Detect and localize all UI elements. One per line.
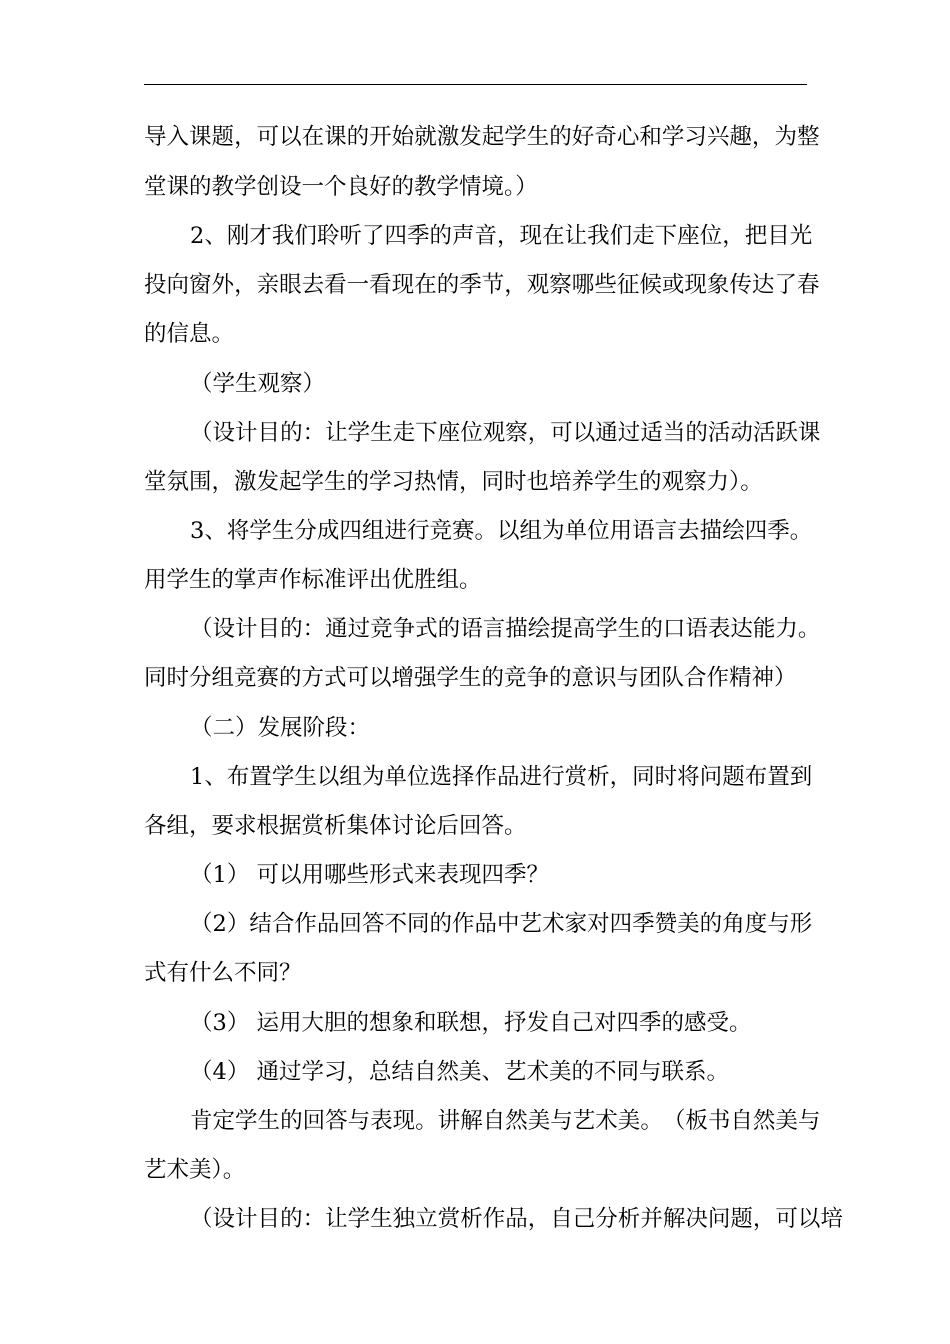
paragraph-line-22: 艺术美）。 bbox=[144, 1157, 246, 1183]
question-1: （1） 可以用哪些形式来表现四季？ bbox=[190, 862, 549, 888]
paragraph-line-2: 堂课的教学创设一个良好的教学情境。） bbox=[144, 174, 538, 200]
paragraph-line-14: 1 、 布 置 学 生 以 组 为 单 位 选 择 作 品 进 行 赏 析 ， 同 时 将 问 题 布 置 到 bbox=[190, 764, 813, 790]
paragraph-line-6: （学生观察） bbox=[190, 371, 326, 397]
paragraph-line-5: 的信息。 bbox=[144, 321, 235, 347]
section-heading: （二）发展阶段： bbox=[190, 715, 371, 741]
question-4: （4） 通过学习，总结自然美、艺术美的不同与联系。 bbox=[190, 1059, 729, 1085]
paragraph-line-1: 导 入 课 题 ， 可 以 在 课 的 开 始 就 激 发 起 学 生 的 好 奇 心 和 学 习 兴 趣 ， 为 整 bbox=[144, 124, 820, 150]
paragraph-line-15: 各组，要求根据赏析集体讨论后回答。 bbox=[144, 813, 527, 839]
paragraph-line-7: （ 设 计 目 的 ： 让 学 生 走 下 座 位 观 察 ， 可 以 通 过 适 当 的 活 动 活 跃 课 bbox=[190, 420, 821, 446]
question-3: （3） 运用大胆的想象和联想，抒发自己对四季的感受。 bbox=[190, 1010, 752, 1036]
question-2-continued: 式有什么不同？ bbox=[144, 960, 302, 986]
header-rule bbox=[144, 84, 807, 85]
paragraph-line-3: 2 、 刚 才 我 们 聆 听 了 四 季 的 声 音 ， 现 在 让 我 们 走 下 座 位 ， 把 目 光 bbox=[190, 223, 813, 249]
paragraph-line-8: 堂氛围，激发起学生的学习热情，同时也培养学生的观察力）。 bbox=[144, 469, 763, 495]
paragraph-line-9: 3 、 将 学 生 分 成 四 组 进 行 竞 赛 。 以 组 为 单 位 用 语 言 去 描 绘 四 季 。 bbox=[190, 518, 813, 544]
paragraph-line-10: 用学生的掌声作标准评出优胜组。 bbox=[144, 567, 482, 593]
paragraph-line-12: 同时分组竞赛的方式可以增强学生的竞争的意识与团队合作精神） bbox=[144, 665, 797, 691]
paragraph-line-11: （ 设 计 目 的 ： 通 过 竞 争 式 的 语 言 描 绘 提 高 学 生 的 口 语 表 达 能 力 。 bbox=[190, 616, 821, 642]
question-2: （ 2 ） 结 合 作 品 回 答 不 同 的 作 品 中 艺 术 家 对 四 季 赞 美 的 角 度 与 形 bbox=[190, 911, 813, 937]
paragraph-line-21: 肯 定 学 生 的 回 答 与 表 现 。 讲 解 自 然 美 与 艺 术 美 。 （ 板 书 自 然 美 与 bbox=[190, 1108, 821, 1134]
paragraph-line-23: （ 设 计 目 的 ： 让 学 生 独 立 赏 析 作 品 ， 自 己 分 析 并 解 决 问 题 ， 可 以 培 bbox=[190, 1206, 843, 1232]
paragraph-line-4: 投 向 窗 外 ， 亲 眼 去 看 一 看 现 在 的 季 节 ， 观 察 哪 些 征 候 或 现 象 传 达 了 春 bbox=[144, 272, 820, 298]
